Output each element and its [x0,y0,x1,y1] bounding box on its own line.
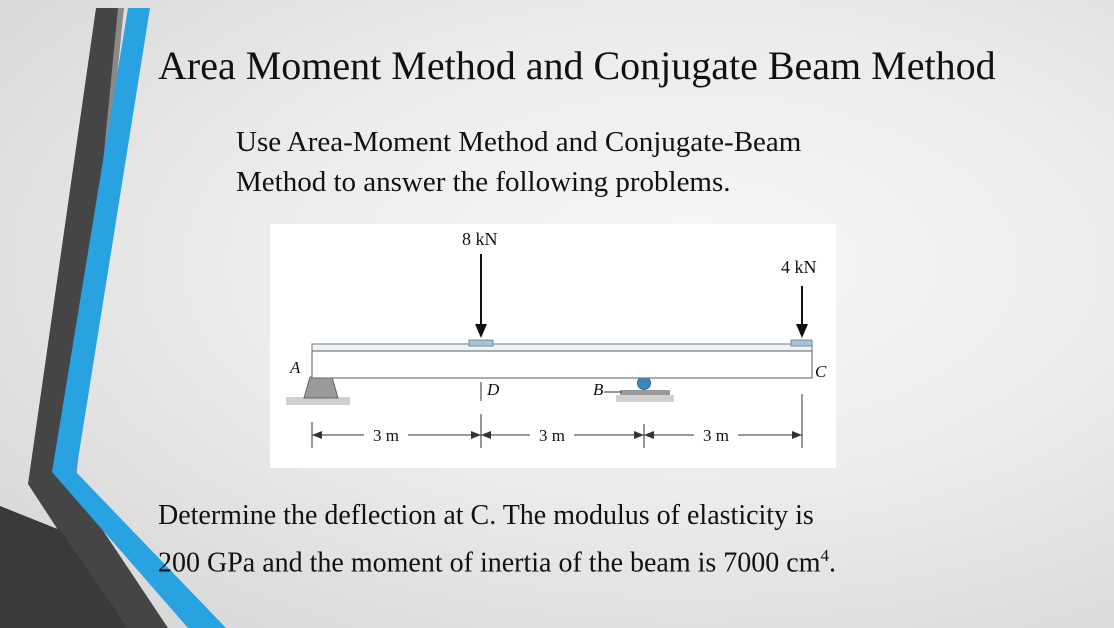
point-label-a: A [290,358,301,377]
arrow-8kn-head [475,324,487,338]
load-label-8kn: 8 kN [462,229,498,249]
intro-text [236,122,801,202]
span-label-3: 3 m [703,426,729,445]
problem-text [158,496,836,583]
load-plate-8kn [469,340,493,346]
problem-superscript: 4 [820,546,830,565]
dim-arrow-d-right [481,431,491,439]
beam-top-flange [312,344,812,351]
point-label-c: C [815,362,827,381]
pin-support-a [304,377,338,398]
problem-line-2-text: 200 GPa and the moment of inertia of the beam is 7000 cm [158,547,821,579]
span-label-2: 3 m [539,426,565,445]
roller-plate-b [620,390,670,395]
dim-arrow-a [312,431,322,439]
load-plate-4kn [791,340,812,346]
intro-line-2: Method to answer the following problems. [236,166,731,198]
dim-arrow-b-left [634,431,644,439]
point-label-d: D [487,380,500,399]
beam-body [312,351,812,378]
load-label-4kn: 4 kN [781,257,817,277]
problem-line-2-end: . [829,547,837,579]
intro-line-1: Use Area-Moment Method and Conjugate-Beam [236,126,802,158]
dim-arrow-b-right [644,431,654,439]
problem-line-2 [158,536,836,583]
dim-arrow-c [792,431,802,439]
dim-arrow-d-left [471,431,481,439]
ground-b [616,395,674,402]
problem-line-1: Determine the deflection at C. The modulus of elasticity is [158,500,814,531]
arrow-4kn-head [796,324,808,338]
slide-title: Area Moment Method and Conjugate Beam Method [158,43,996,88]
point-label-b: B [593,380,604,399]
span-label-1: 3 m [373,426,399,445]
beam-figure [270,224,836,468]
beam-diagram [270,224,836,468]
